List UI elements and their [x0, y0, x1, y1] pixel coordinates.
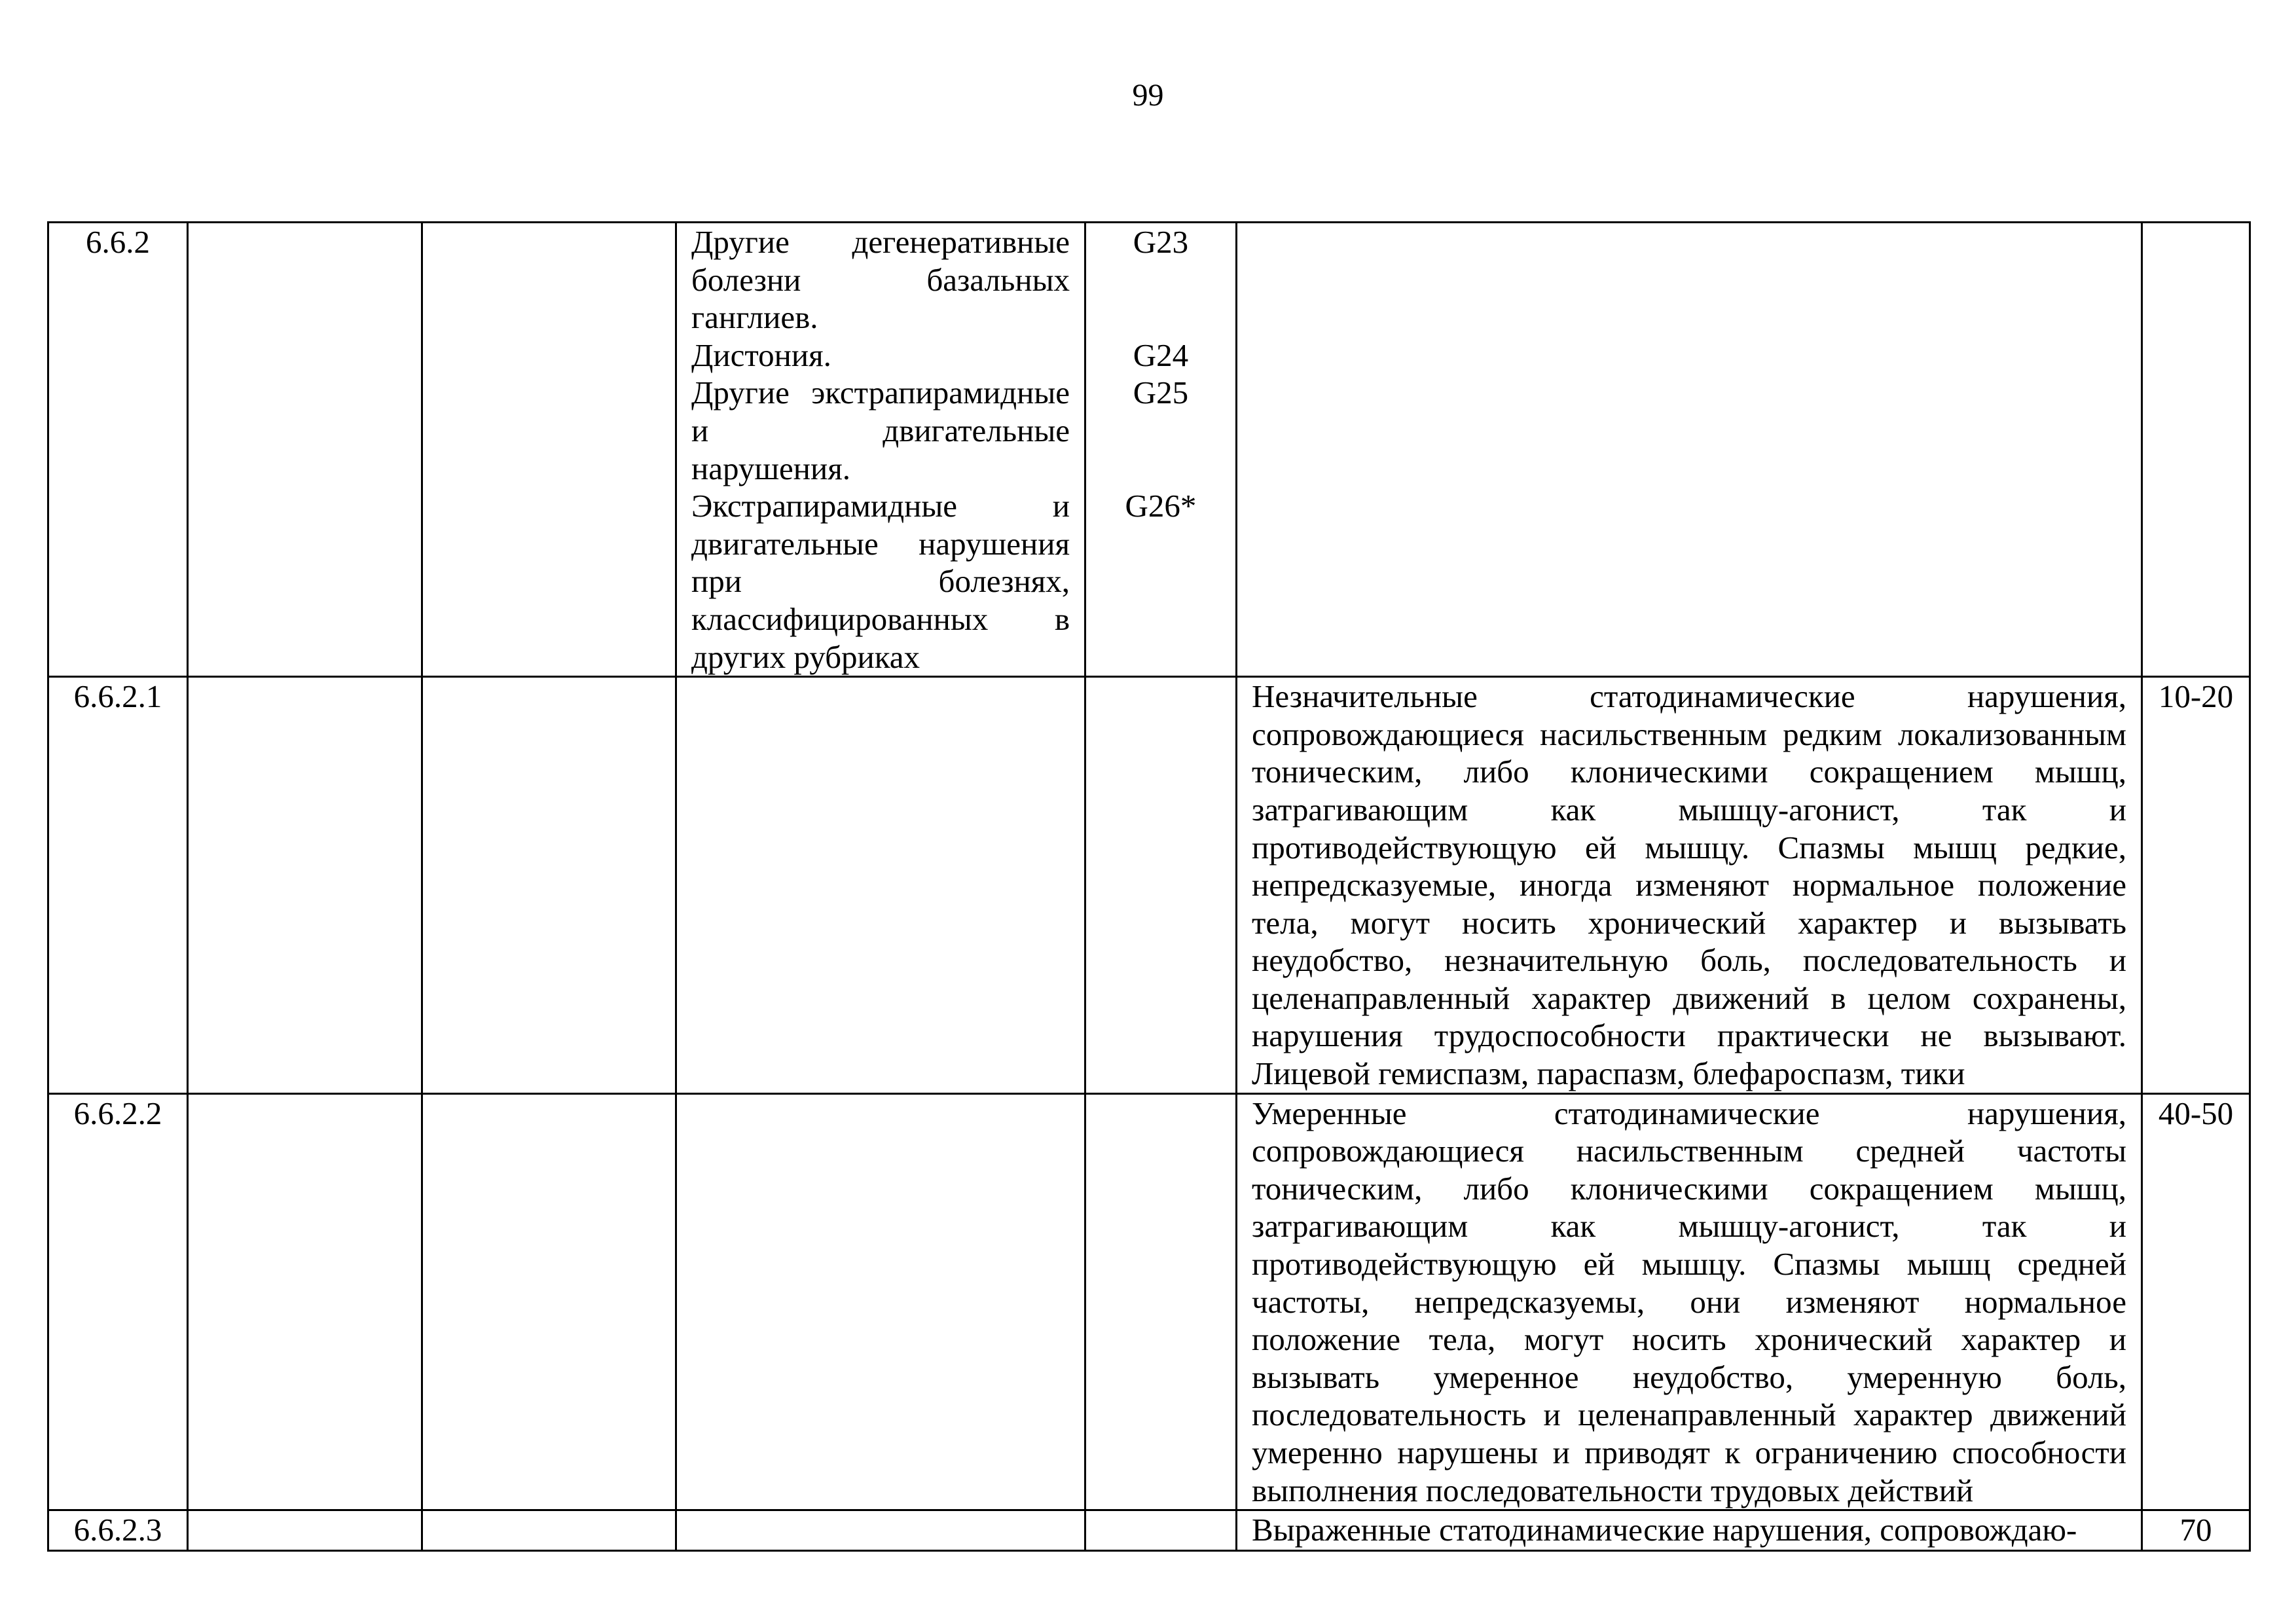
icd-code: G24 [1133, 337, 1189, 373]
spacer [1101, 261, 1221, 299]
description-cell [1237, 223, 2142, 677]
page-number: 99 [1132, 78, 1164, 113]
diagnosis-name: Экстрапирамидные и двигательные нарушения при болезнях, классифицированных в других рубриках [691, 488, 1070, 675]
diagnosis-name: Другие дегенеративные болезни базальных ганглиев. [691, 224, 1070, 336]
diagnosis-name: Дистония. [691, 337, 831, 373]
percent-cell: 70 [2142, 1510, 2250, 1551]
icd-code: G26* [1125, 488, 1197, 524]
description-cell: Незначительные статодинамические нарушения, сопровождающиеся насильственным редким локализованным тоническим, либо клоническими сокращением мышц, затрагивающим как мышцу-агонист, так и противодействующую ей мышцу. Спазмы мышц редкие, непредсказуемые, иногда изменяют нормальное положение тела, могут носить хронический характер и вызывать неудобство, незначительную боль, последовательность и целенаправленный характер движений в целом сохранены, нарушения трудоспособности практически не вызывают. Лицевой гемиспазм, параспазм, блефароспазм, тики [1237, 677, 2142, 1094]
empty-cell [1085, 1093, 1237, 1510]
row-code: 6.6.2.3 [48, 1510, 188, 1551]
empty-cell [422, 1093, 676, 1510]
icd-codes-cell [1085, 223, 1237, 677]
row-code: 6.6.2.1 [48, 677, 188, 1094]
empty-cell [676, 1093, 1085, 1510]
empty-cell [422, 1510, 676, 1551]
empty-cell [188, 1093, 422, 1510]
empty-cell [422, 677, 676, 1094]
table-row [48, 223, 2250, 677]
empty-cell [1085, 1510, 1237, 1551]
empty-cell [188, 677, 422, 1094]
diagnosis-names-cell [676, 223, 1085, 677]
percent-cell: 10-20 [2142, 677, 2250, 1094]
icd-code: G23 [1133, 224, 1189, 260]
icd-code: G25 [1133, 374, 1189, 411]
impairment-table [47, 221, 2251, 1552]
spacer [1101, 450, 1221, 488]
table-row [48, 1093, 2250, 1510]
empty-cell [188, 1510, 422, 1551]
row-code: 6.6.2.2 [48, 1093, 188, 1510]
description-cell: Выраженные статодинамические нарушения, сопровождаю- [1237, 1510, 2142, 1551]
empty-cell [676, 1510, 1085, 1551]
empty-cell [422, 223, 676, 677]
percent-cell [2142, 223, 2250, 677]
diagnosis-name: Другие экстрапирамидные и двигательные нарушения. [691, 374, 1070, 486]
empty-cell [188, 223, 422, 677]
spacer [1101, 412, 1221, 450]
spacer [1101, 299, 1221, 337]
row-code: 6.6.2 [48, 223, 188, 677]
empty-cell [676, 677, 1085, 1094]
table-row [48, 677, 2250, 1094]
description-cell: Умеренные статодинамические нарушения, сопровождающиеся насильственным средней частоты тоническим, либо клоническими сокращением мышц, затрагивающим как мышцу-агонист, так и противодействующую ей мышцу. Спазмы мышц средней частоты, непредсказуемы, они изменяют нормальное положение тела, могут носить хронический характер и вызывать умеренное неудобство, умеренную боль, последовательность и целенаправленный характер движений умеренно нарушены и приводят к ограничению способности выполнения последовательности трудовых действий [1237, 1093, 2142, 1510]
table-row [48, 1510, 2250, 1551]
percent-cell: 40-50 [2142, 1093, 2250, 1510]
empty-cell [1085, 677, 1237, 1094]
